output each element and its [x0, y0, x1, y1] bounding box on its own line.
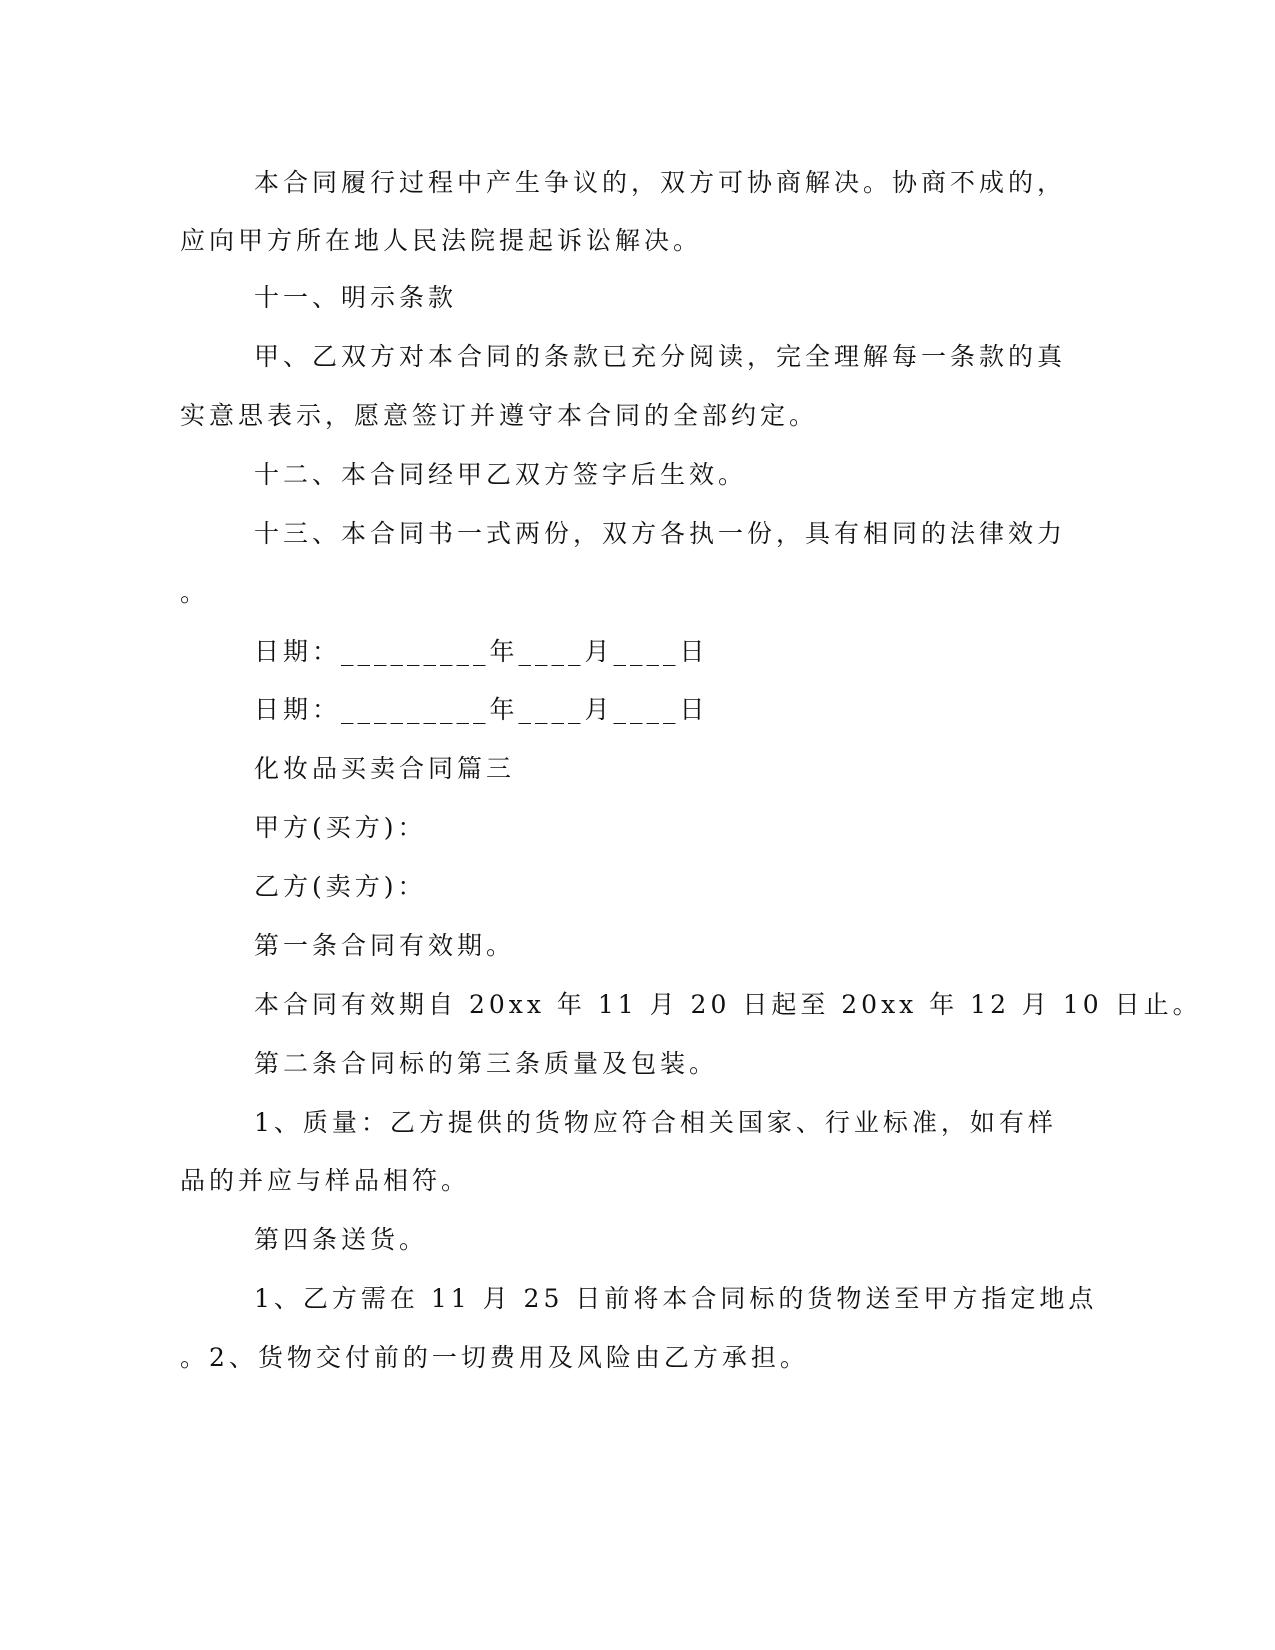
heading-clause-11: 十一、明示条款 [254, 283, 458, 312]
quality-clause-line-1: 1、质量：乙方提供的货物应符合相关国家、行业标准，如有样 [254, 1108, 1057, 1137]
article-4-heading: 第四条送货。 [254, 1225, 429, 1254]
quality-clause-line-2: 品的并应与样品相符。 [180, 1166, 471, 1195]
date-line-2: 日期：_________年____月____日 [254, 695, 709, 724]
paragraph-dispute-line-2: 应向甲方所在地人民法院提起诉讼解决。 [180, 226, 703, 255]
date-line-1: 日期：_________年____月____日 [254, 637, 709, 666]
section-title: 化妆品买卖合同篇三 [254, 754, 516, 783]
clause-12: 十二、本合同经甲乙双方签字后生效。 [254, 460, 748, 489]
paragraph-dispute-line-1: 本合同履行过程中产生争议的，双方可协商解决。协商不成的， [254, 168, 1067, 197]
delivery-clause-line-1: 1、乙方需在 11 月 25 日前将本合同标的货物送至甲方指定地点 [254, 1284, 1098, 1313]
clause-13-line-1: 十三、本合同书一式两份，双方各执一份，具有相同的法律效力 [254, 519, 1067, 548]
paragraph-explicit-terms-line-2: 实意思表示，愿意签订并遵守本合同的全部约定。 [180, 401, 819, 430]
delivery-clause-line-2: 。2、货物交付前的一切费用及风险由乙方承担。 [180, 1343, 809, 1372]
party-a-label: 甲方(买方)： [254, 813, 427, 842]
paragraph-explicit-terms-line-1: 甲、乙双方对本合同的条款已充分阅读，完全理解每一条款的真 [254, 342, 1067, 371]
party-b-label: 乙方(卖方)： [254, 872, 427, 901]
article-1-heading: 第一条合同有效期。 [254, 931, 516, 960]
clause-13-line-2: 。 [180, 578, 210, 607]
article-2-3-heading: 第二条合同标的第三条质量及包装。 [254, 1049, 719, 1078]
validity-period: 本合同有效期自 20xx 年 11 月 20 日起至 20xx 年 12 月 10 日止。 [254, 990, 1202, 1019]
